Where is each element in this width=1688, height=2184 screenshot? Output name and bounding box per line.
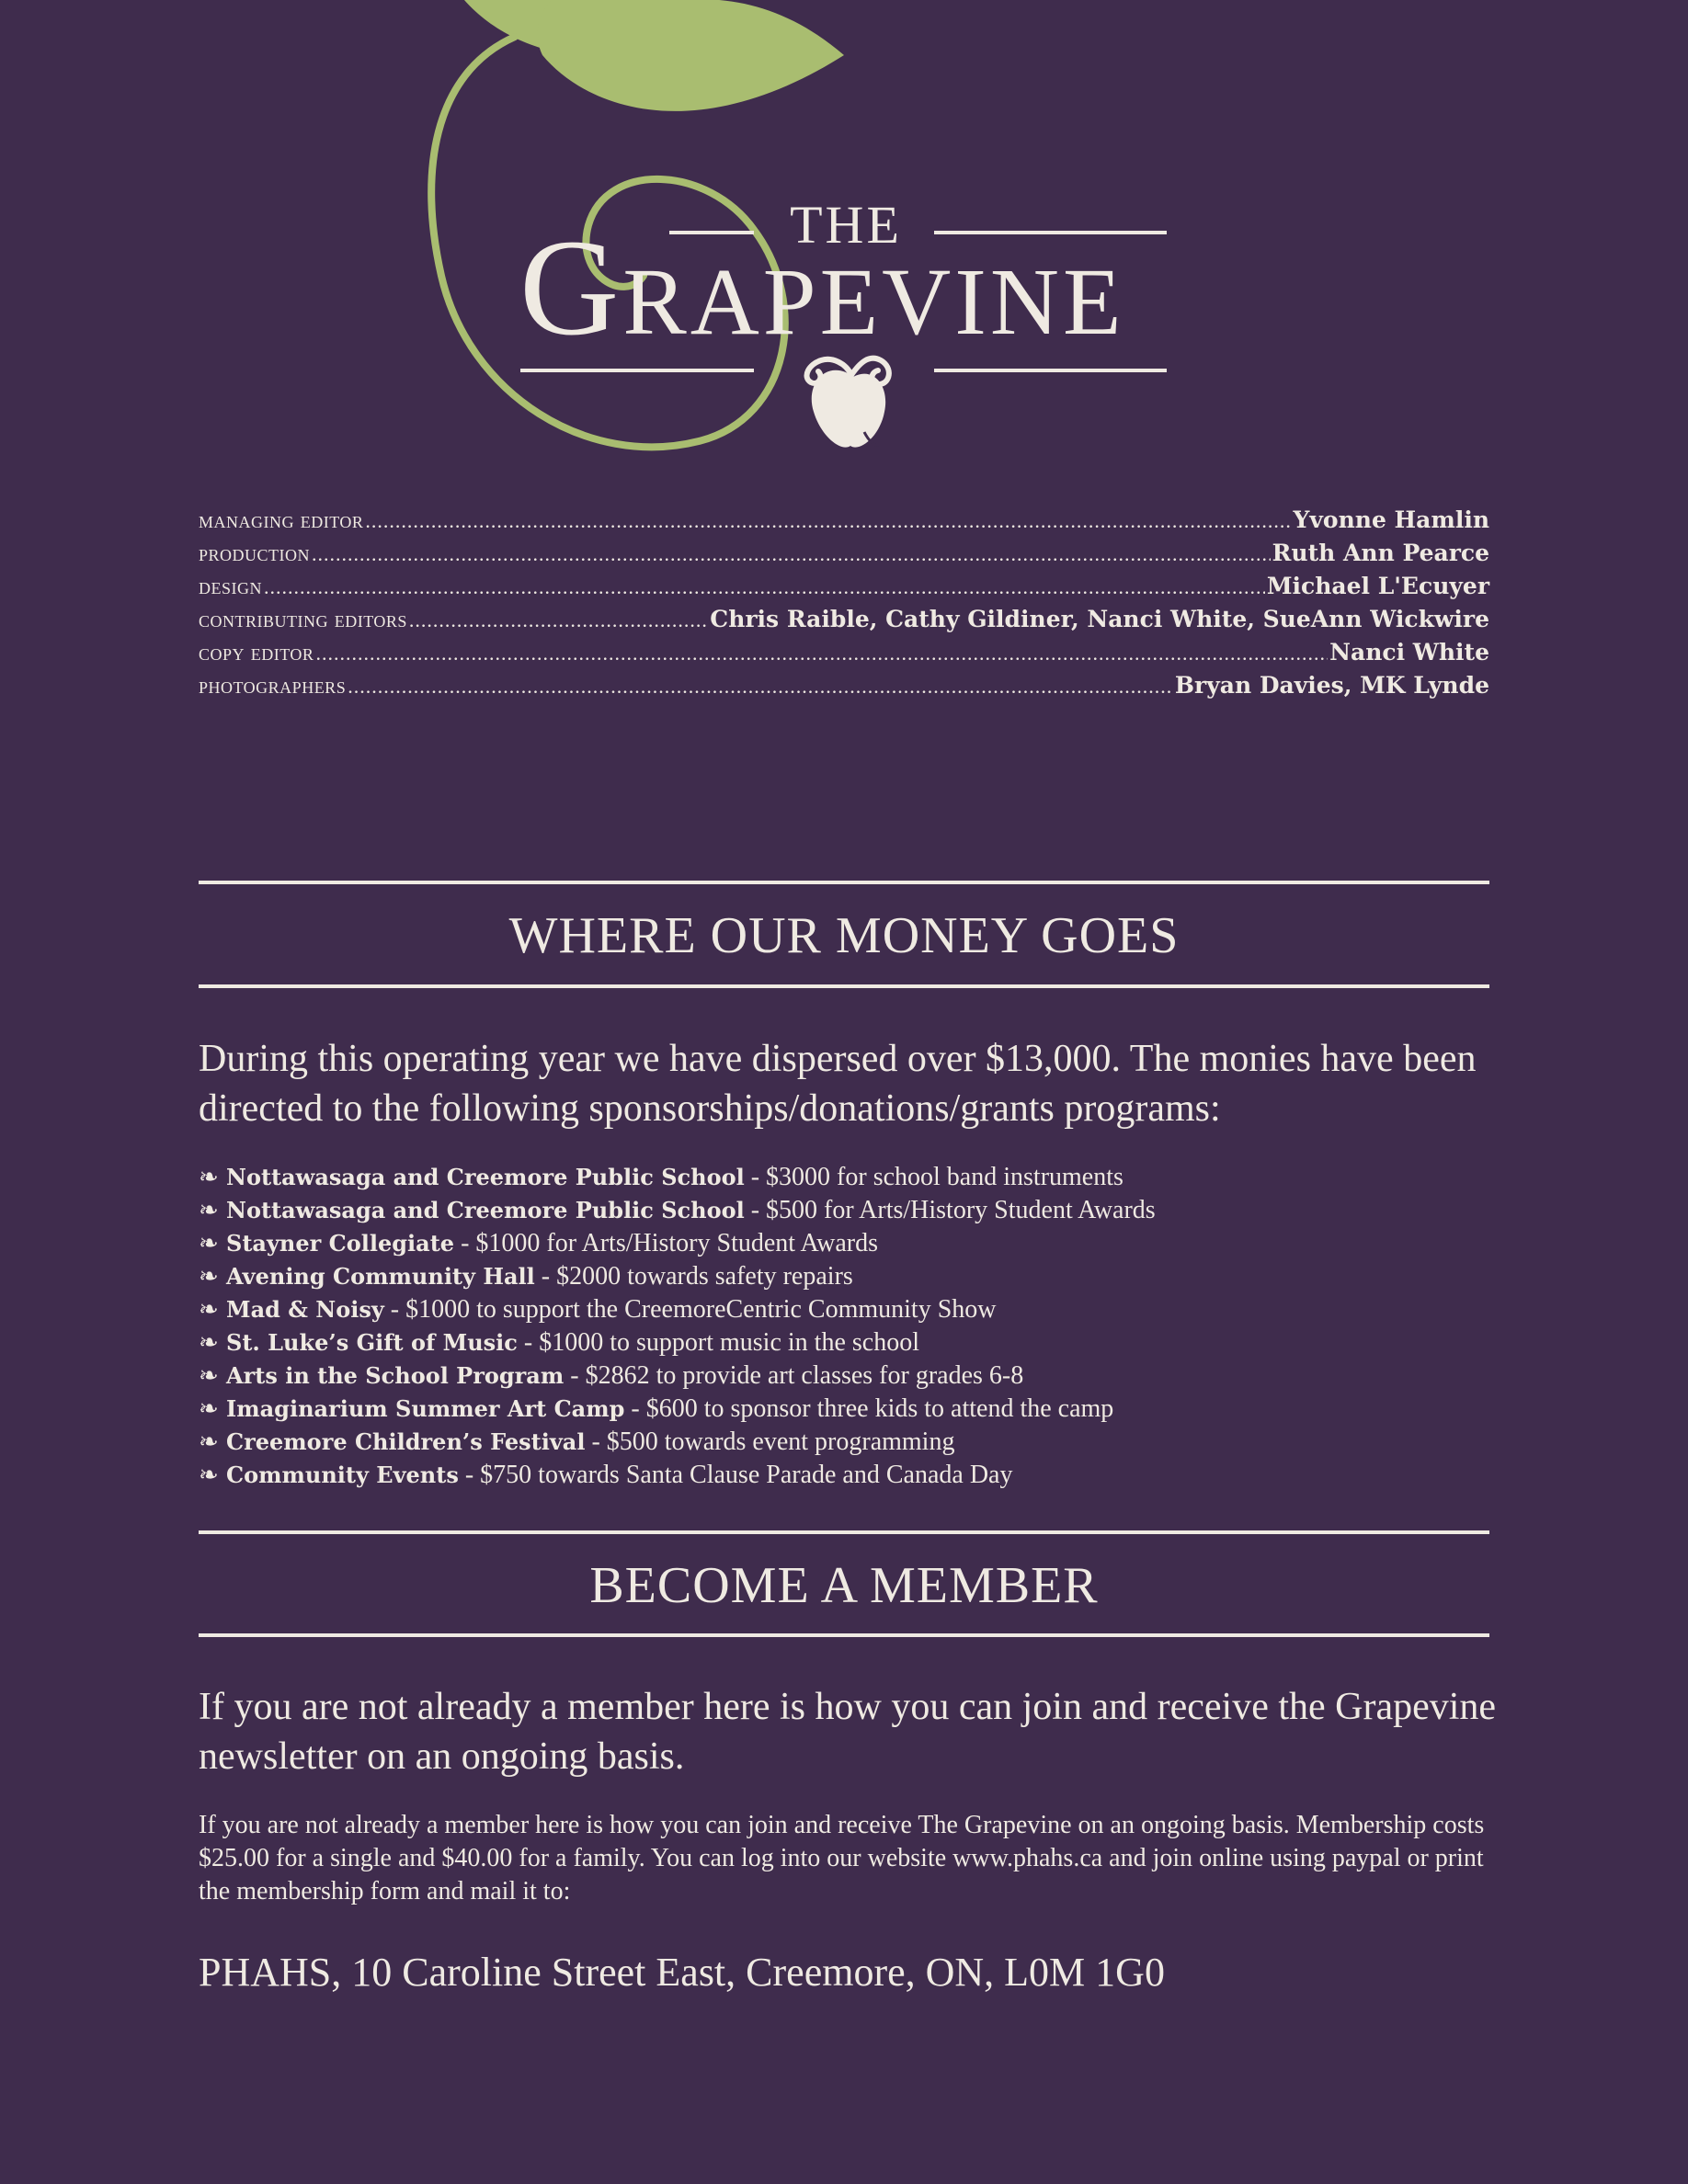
fleuron-bullet-icon: ❧ <box>199 1263 219 1290</box>
donation-recipient: Stayner Collegiate <box>226 1230 455 1257</box>
donation-recipient: St. Luke’s Gift of Music <box>226 1329 518 1356</box>
credit-name: Nanci White <box>1329 639 1489 665</box>
list-item <box>199 1161 1504 1194</box>
fleuron-bullet-icon: ❧ <box>199 1296 219 1323</box>
mailing-address: PHAHS, 10 Caroline Street East, Creemore, ON, L0M 1G0 <box>199 1950 1165 1995</box>
section-rule-bottom <box>199 984 1489 988</box>
donation-recipient: Mad & Noisy <box>226 1296 384 1323</box>
fleuron-bullet-icon: ❧ <box>199 1164 219 1190</box>
donation-recipient: Imaginarium Summer Art Camp <box>226 1395 625 1422</box>
credit-role: photographers <box>199 674 347 699</box>
fleuron-bullet-icon: ❧ <box>199 1362 219 1389</box>
dot-leader <box>264 571 1265 604</box>
donation-detail: - $2000 towards safety repairs <box>534 1262 853 1291</box>
donation-recipient: Arts in the School Program <box>226 1362 565 1389</box>
donation-recipient: Nottawasaga and Creemore Public School <box>226 1164 745 1190</box>
section-rule-top <box>199 881 1489 884</box>
donation-recipient: Nottawasaga and Creemore Public School <box>226 1197 745 1223</box>
credit-role: design <box>199 574 262 599</box>
fleuron-bullet-icon: ❧ <box>199 1462 219 1488</box>
money-section-title: WHERE OUR MONEY GOES <box>508 907 1180 964</box>
list-item <box>199 1359 1504 1393</box>
donation-recipient: Avening Community Hall <box>226 1263 535 1290</box>
donation-detail: - $500 towards event programming <box>585 1428 955 1456</box>
grapevine-logo <box>0 0 1688 478</box>
logo-the-text: THE <box>790 195 902 255</box>
masthead-credits <box>199 504 1489 702</box>
list-item <box>199 1227 1504 1260</box>
dot-leader <box>409 604 708 637</box>
fleuron-bullet-icon: ❧ <box>199 1197 219 1223</box>
fleuron-bullet-icon: ❧ <box>199 1395 219 1422</box>
credit-role: managing editor <box>199 508 364 533</box>
donation-detail: - $600 to sponsor three kids to attend the camp <box>624 1394 1114 1423</box>
credit-row <box>199 669 1489 702</box>
logo-word-rest: RAPEVINE <box>622 249 1125 355</box>
logo-title <box>519 211 1181 364</box>
section-rule-bottom <box>199 1633 1489 1637</box>
list-item <box>199 1194 1504 1227</box>
money-lead-paragraph: During this operating year we have dispersed over $13,000. The monies have been directed to the following sponsorships/donations/grants programs: <box>199 1038 1477 1130</box>
credit-row <box>199 504 1489 537</box>
donation-detail: - $3000 for school band instruments <box>744 1163 1123 1191</box>
list-item <box>199 1326 1504 1359</box>
fleuron-bullet-icon: ❧ <box>199 1428 219 1455</box>
donation-detail: - $2862 to provide art classes for grades 6-8 <box>564 1361 1024 1390</box>
logo-initial: G <box>519 211 623 364</box>
list-item <box>199 1393 1504 1426</box>
member-lead-paragraph: If you are not already a member here is how you can join and receive the Grapevine newsletter on an ongoing basis. <box>199 1686 1497 1778</box>
donation-detail: - $1000 to support music in the school <box>517 1328 919 1357</box>
fleuron-bullet-icon: ❧ <box>199 1230 219 1257</box>
credit-name: Chris Raible, Cathy Gildiner, Nanci White, SueAnn Wickwire <box>710 606 1489 632</box>
list-item <box>199 1293 1504 1326</box>
donation-recipient: Community Events <box>226 1462 459 1488</box>
fleuron-bullet-icon: ❧ <box>199 1329 219 1356</box>
donation-detail: - $1000 to support the CreemoreCentric Community Show <box>383 1295 997 1324</box>
dot-leader <box>365 505 1291 538</box>
credit-role: production <box>199 541 311 566</box>
member-section-title: BECOME A MEMBER <box>589 1557 1099 1614</box>
credit-name: Bryan Davies, MK Lynde <box>1174 672 1489 699</box>
list-item <box>199 1426 1504 1459</box>
credit-name: Yvonne Hamlin <box>1293 506 1489 533</box>
donation-detail: - $500 for Arts/History Student Awards <box>744 1196 1156 1224</box>
credit-row <box>199 603 1489 636</box>
credit-name: Michael L'Ecuyer <box>1266 573 1489 599</box>
donation-detail: - $750 towards Santa Clause Parade and Canada Day <box>458 1461 1013 1489</box>
list-item <box>199 1260 1504 1293</box>
credit-row <box>199 636 1489 669</box>
dot-leader <box>312 538 1271 571</box>
dot-leader <box>348 670 1173 703</box>
section-rule-top <box>199 1530 1489 1534</box>
credit-row <box>199 537 1489 570</box>
donation-detail: - $1000 for Arts/History Student Awards <box>454 1229 879 1257</box>
list-item <box>199 1459 1504 1492</box>
credit-role: contributing editors <box>199 608 407 632</box>
membership-details: If you are not already a member here is how you can join and receive The Grapevine on an ongoing basis. Membership costs $25.00 for a single and $40.00 for a family. You can log into our website www.phahs.ca and join online using paypal or print the membership form and mail it to: <box>199 1811 1485 1905</box>
credit-row <box>199 570 1489 603</box>
donation-recipient: Creemore Children’s Festival <box>226 1428 586 1455</box>
credit-name: Ruth Ann Pearce <box>1272 540 1489 566</box>
credit-role: copy editor <box>199 641 314 665</box>
donation-list <box>199 1161 1504 1492</box>
dot-leader <box>315 637 1328 670</box>
